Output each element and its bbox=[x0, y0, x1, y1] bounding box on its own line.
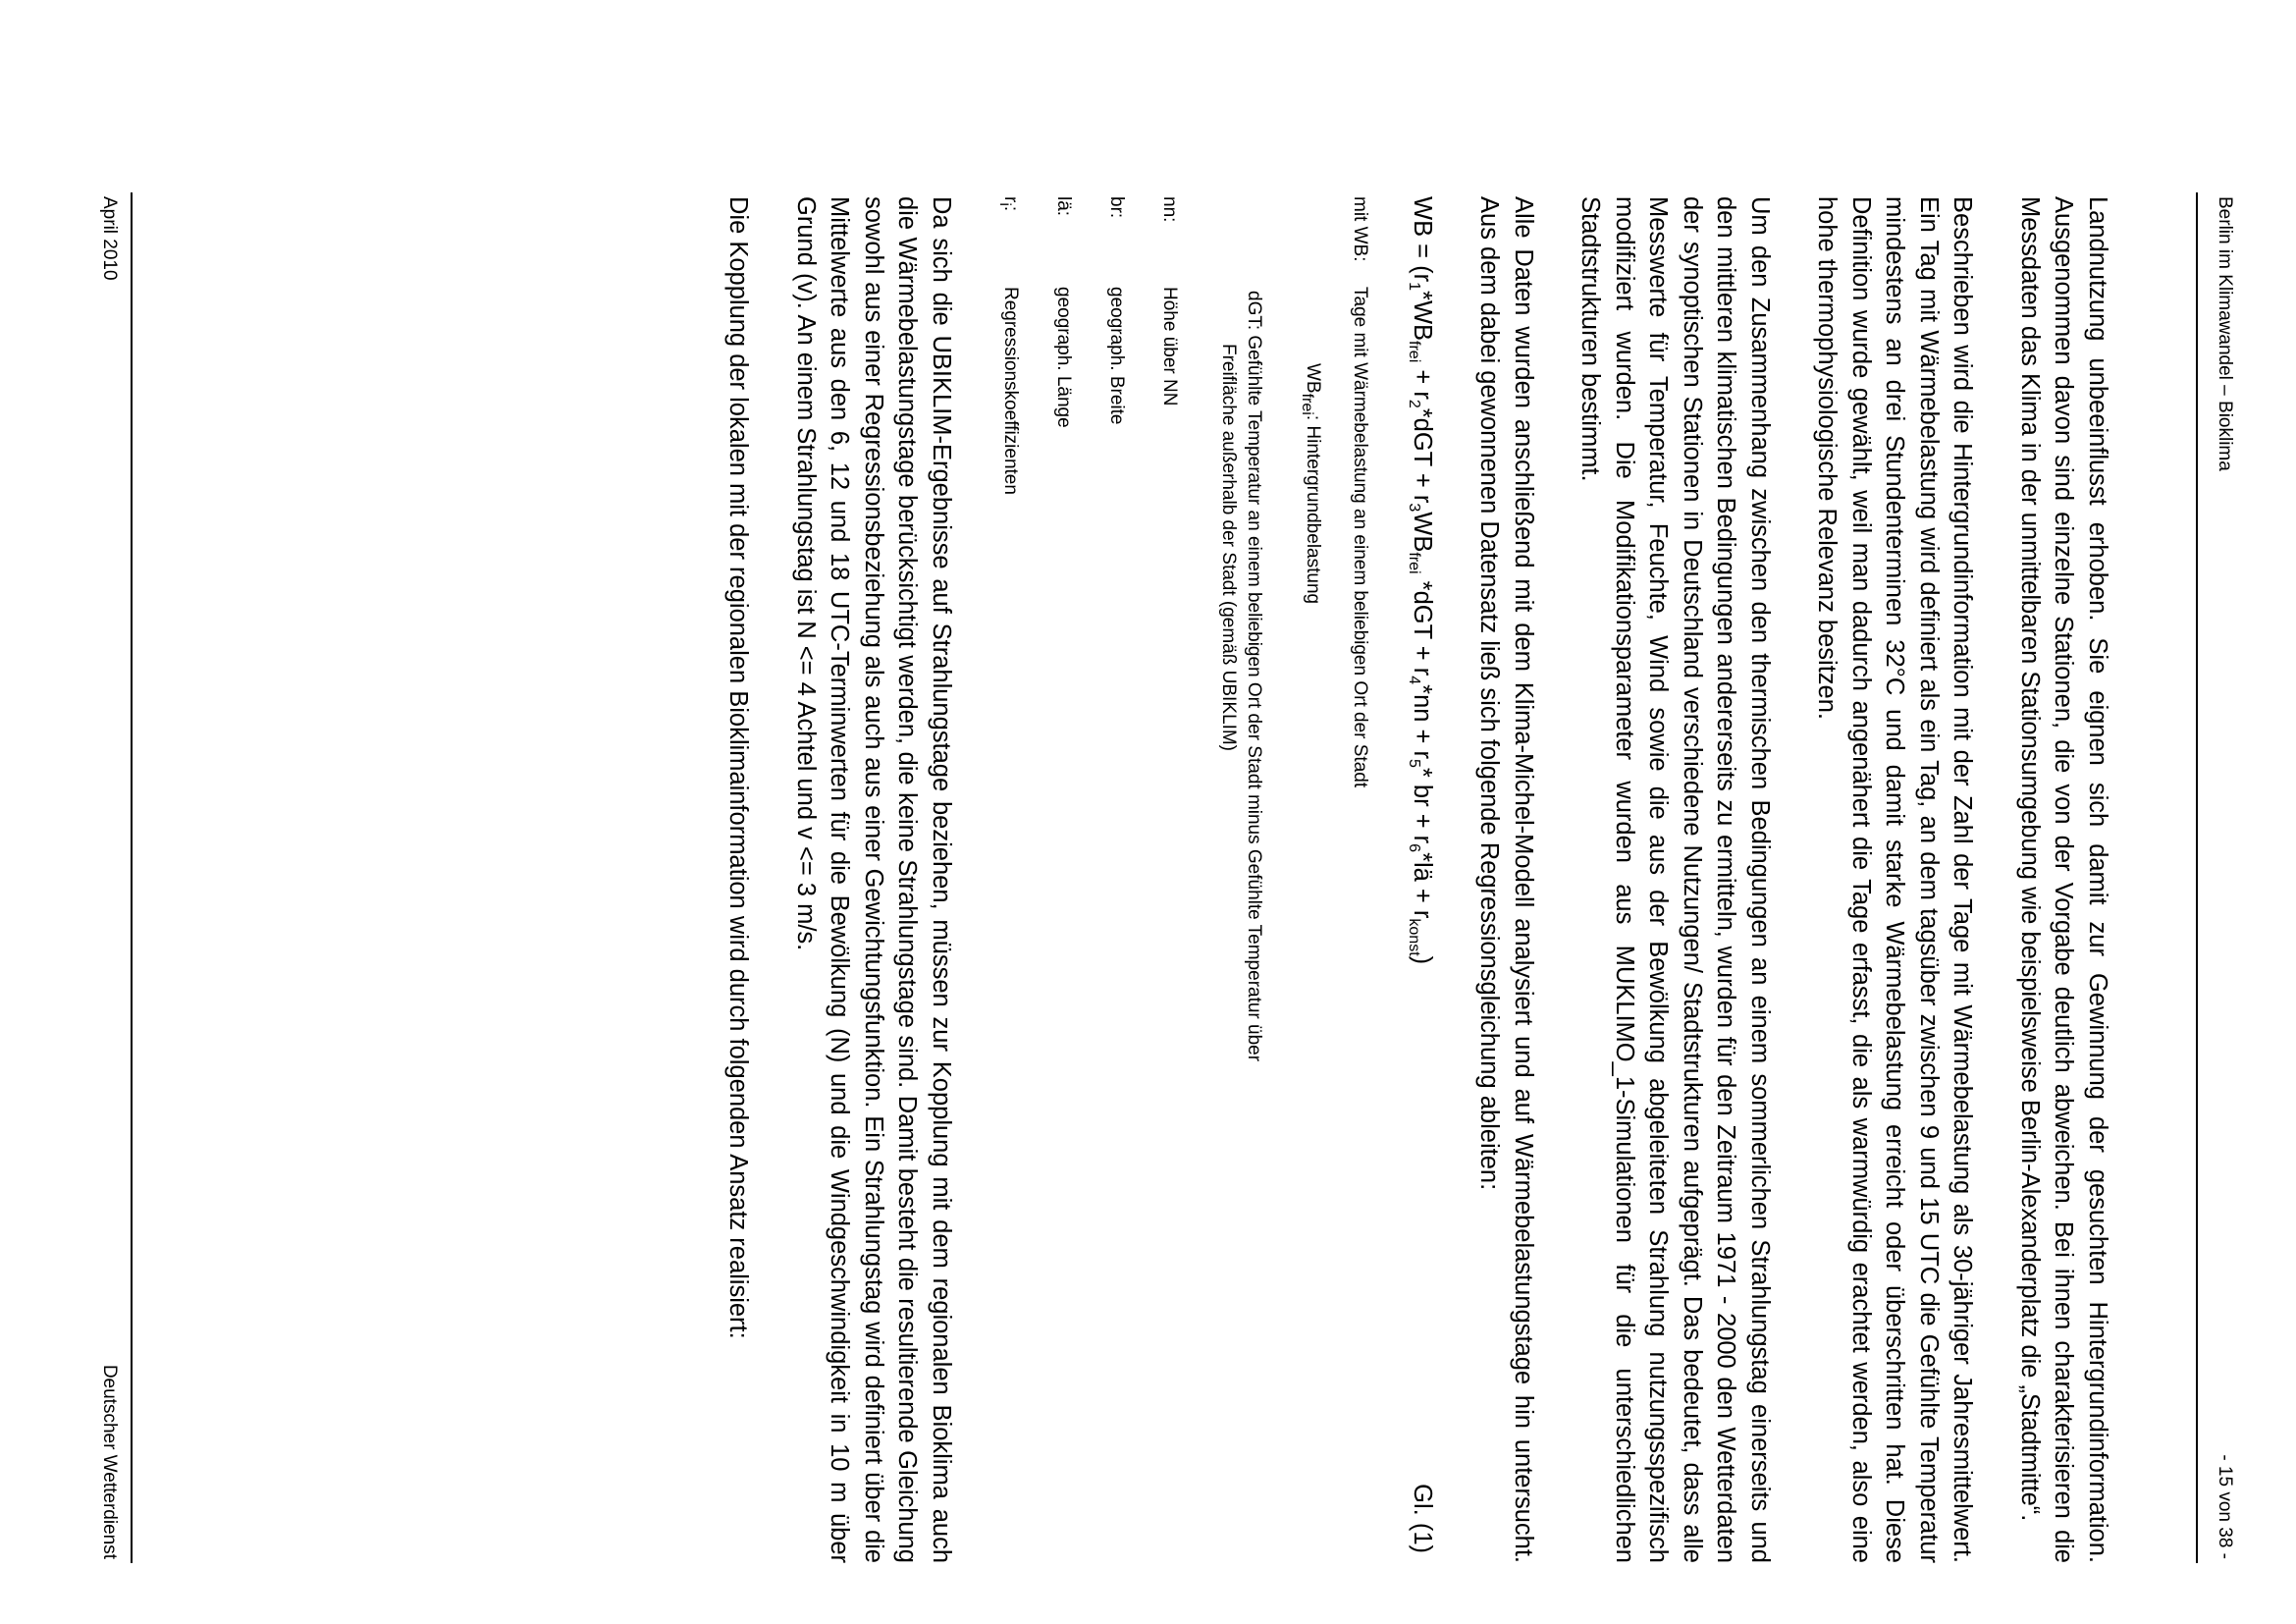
paragraph-4: Alle Daten wurden anschließend mit dem Klima-Michel-Modell analysiert und auf Wärmebelastungstage hin untersucht. Aus dem dabei gewonnenen Datensatz ließ sich folgende Regressionsgleichung ableiten: bbox=[1475, 196, 1537, 1563]
header-page-number: - 15 von 38 - bbox=[2215, 1454, 2235, 1559]
footer-date: April 2010 bbox=[99, 196, 120, 281]
definition-dgt: dGT: Gefühlte Temperatur an einem beliebigen Ort der Stadt minus Gefühlte Temperatur über Freifläche außerhalb der Stadt (gemäß UBIKLIM) bbox=[1218, 291, 1264, 1062]
equation-number: Gl. (1) bbox=[1409, 1484, 1436, 1553]
header-title: Berlin im Klimawandel – Bioklima bbox=[2215, 196, 2235, 471]
paragraph-1: Landnutzung unbeeinflusst erhoben. Sie eignen sich damit zur Gewinnung der gesuchten Hintergrundinformation. Ausgenommen davon sind einzelne Stationen, die von der Vorgabe deutlich abweichen. Bei ihnen charakterisieren die Messdaten das Klima in der unmittelbaren Stationsumgebung wie beispielsweise Berlin-Alexanderplatz die „Stadtmitte“. bbox=[2016, 196, 2111, 1563]
definition-nn: nn: Höhe über NN bbox=[1159, 196, 1180, 406]
regression-equation: WB = ($r_1*WB_{frei} + r_2*dGT + r_3WB_{frei}$ $*dGT + r_4*nn + r_5*$ br + $r_6*lä + r_{konst}$) Gl. (1) bbox=[1406, 196, 1439, 1563]
footer-rule bbox=[131, 192, 133, 1563]
definition-wbfrei: $WB_{frei}$: Hintergrundbelastung bbox=[1299, 363, 1323, 605]
paragraph-3: Um den Zusammenhang zwischen den thermischen Bedingungen an einem sommerlichen Strahlungstag einerseits und den mittleren klimatischen Bedingungen andererseits zu ermitteln, wurden für den Zeitraum 1971 - 2000 den Wetterdaten der synoptischen Stationen in Deutschland verschiedene Nutzungen/ Stadtstrukturen aufgeprägt. Das bedeutet, dass alle Messwerte für Temperatur, Feuchte, Wind sowie die aus der Bewölkung abgeleiteten Strahlung nutzungsspezifisch modifiziert wurden. Die Modifikationsparameter wurden aus MUKLIMO_1-Simulationen für die unterschiedlichen Stadtstrukturen bestimmt. bbox=[1576, 196, 1774, 1563]
paragraph-5: Da sich die UBIKLIM-Ergebnisse auf Strahlungstage beziehen, müssen zur Kopplung mit dem regionalen Bioklima auch die Wärmebelastungstage berücksichtigt werden, die keine Strahlungstage sind. Damit besteht die resultierende Gleichung sowohl aus einer Regressionsbeziehung als auch aus einer Gewichtungsfunktion. Ein Strahlungstag wird definiert über die Mittelwerte aus den 6, 12 und 18 UTC-Terminwerten für die Bewölkung (N) und die Windgeschwindigkeit in 10 m über Grund (v). An einem Strahlungstag ist N <= 4 Achtel und v <= 3 m/s. bbox=[792, 196, 955, 1563]
variable-definitions bbox=[997, 196, 1372, 1563]
definition-br: br: geograph. Breite bbox=[1106, 196, 1127, 425]
footer-organization: Deutscher Wetterdienst bbox=[99, 1364, 120, 1559]
paragraph-6: Die Kopplung der lokalen mit der regionalen Bioklimainformation wird durch folgenden Ansatz realisiert: bbox=[724, 196, 753, 1339]
paragraph-2: Beschrieben wird die Hintergrundinformation mit der Zahl der Tage mit Wärmebelastung als 30-jähriger Jahresmittelwert. Ein Tag mit Wärmebelastung wird definiert als ein Tag, an dem tagsüber zwischen 9 und 15 UTC die Gefühlte Temperatur mindestens an drei Stundenterminen 32°C und damit starke Wärmebelastung erreicht oder überschritten hat. Diese Definition wurde gewählt, weil man dadurch angenähert die Tage erfasst, die als warmwürdig erachtet werden, also eine hohe thermophysiologische Relevanz besitzen. bbox=[1813, 196, 1977, 1563]
document-body bbox=[721, 196, 2114, 1563]
definition-wb: mit WB: Tage mit Wärmebelastung an einem beliebigen Ort der Stadt bbox=[1350, 196, 1370, 788]
header-rule bbox=[2196, 192, 2198, 1563]
definition-ri: $r_i$: Regressionskoeffizienten bbox=[996, 196, 1021, 495]
definition-sublist bbox=[1215, 196, 1325, 1563]
definition-la: lä: geograph. Länge bbox=[1053, 196, 1074, 428]
